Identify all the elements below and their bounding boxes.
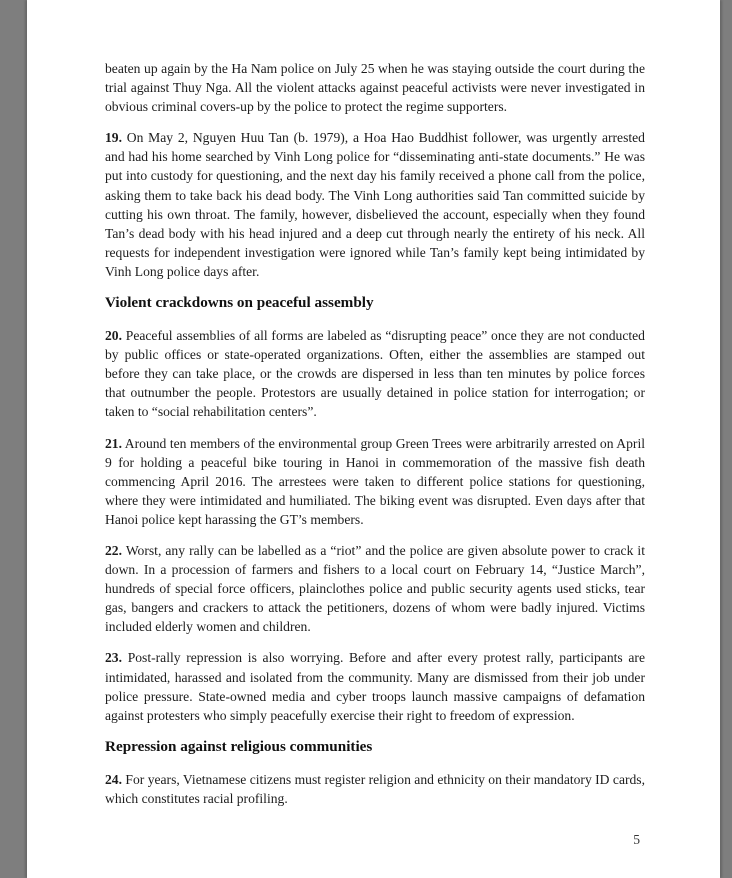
paragraph-21 bbox=[105, 434, 645, 529]
paragraph-24 bbox=[105, 770, 645, 808]
paragraph-number: 22. bbox=[105, 542, 122, 558]
section-heading-violent-crackdowns: Violent crackdowns on peaceful assembly bbox=[105, 294, 374, 312]
paragraph-20 bbox=[105, 326, 645, 421]
paragraph-number: 20. bbox=[105, 328, 122, 344]
paragraph-text: On May 2, Nguyen Huu Tan (b. 1979), a Hoa Hao Buddhist follower, was urgently arrested and had his home searched by Vinh Long police for “disseminating anti-state documents.” He was put into custody for questioning, and the next day his family received a phone call from the police, asking them to take back his dead body. The Vinh Long authorities said Tan committed suicide by cutting his own throat. The family, however, disbelieved the account, especially when they found Tan’s dead body with his head injured and a deep cut through nearly the entirety of his neck. All requests for independent investigation were ignored while Tan’s family kept being intimidated by Vinh Long police days after. bbox=[105, 130, 645, 279]
paragraph-text: Around ten members of the environmental group Green Trees were arbitrarily arrested on April 9 for holding a peaceful bike touring in Hanoi in commemoration of the massive fish death commencing April 2016. The arrestees were taken to different police stations for questioning, where they were intimidated and humiliated. The biking event was disrupted. Even days after that Hanoi police kept harassing the GT’s members. bbox=[105, 435, 645, 527]
paragraph-continuation bbox=[105, 59, 645, 116]
paragraph-23 bbox=[105, 648, 645, 724]
paragraph-text: Peaceful assemblies of all forms are labeled as “disrupting peace” once they are not conducted by public offices or state-operated organizations. Often, either the assemblies are stamped out before they can take place, or the crowds are dispersed in less than ten minutes by police forces that outnumber the people. Protestors are usually detained in police station for interrogation; or taken to “social rehabilitation centers”. bbox=[105, 328, 645, 420]
paragraph-text: beaten up again by the Ha Nam police on July 25 when he was staying outside the court during the trial against Thuy Nga. All the violent attacks against peaceful activists were never investigated in obvious criminal covers-up by the police to protect the regime supporters. bbox=[105, 61, 645, 115]
paragraph-number: 21. bbox=[105, 435, 122, 451]
document-page bbox=[27, 0, 720, 878]
paragraph-number: 24. bbox=[105, 771, 122, 787]
paragraph-19 bbox=[105, 128, 645, 281]
text-block bbox=[27, 0, 720, 848]
section-heading-repression-religious: Repression against religious communities bbox=[105, 737, 373, 755]
paragraph-text: For years, Vietnamese citizens must register religion and ethnicity on their mandatory ID cards, which constitutes racial profiling. bbox=[105, 771, 645, 806]
paragraph-22 bbox=[105, 541, 645, 636]
paragraph-text: Worst, any rally can be labelled as a “riot” and the police are given absolute power to crack it down. In a procession of farmers and fishers to a local court on February 14, “Justice March”, hundreds of special force officers, plainclothes police and public security agents used sticks, tear gas, bangers and crackers to attack the petitioners, dozens of whom were badly injured. Victims included elderly women and children. bbox=[105, 542, 645, 635]
page-number: 5 bbox=[633, 832, 640, 847]
paragraph-number: 23. bbox=[105, 650, 122, 666]
paragraph-number: 19. bbox=[105, 130, 122, 146]
paragraph-text: Post-rally repression is also worrying. Before and after every protest rally, participants are intimidated, harassed and isolated from the community. Many are dismissed from their job under police pressure. State-owned media and cyber troops launch massive campaigns of defamation against protesters who simply peacefully exercise their right to freedom of expression. bbox=[105, 650, 645, 723]
